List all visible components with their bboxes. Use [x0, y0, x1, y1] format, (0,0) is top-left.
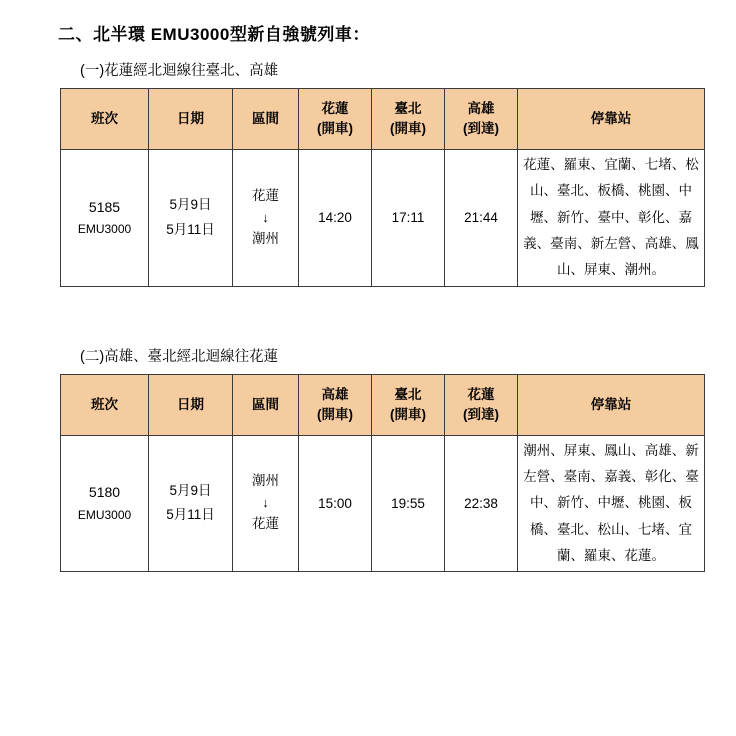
section-hualien-to-kaohsiung: [28, 59, 708, 287]
header-station-3-name: 高雄: [467, 101, 495, 117]
header-date: 日期: [149, 374, 233, 435]
down-arrow-icon: ↓: [262, 209, 269, 225]
cell-stops: 花蓮、羅東、宜蘭、七堵、松山、臺北、板橋、桃園、中壢、新竹、臺中、彰化、嘉義、臺南、新左營、高雄、鳳山、屏東、潮州。: [518, 150, 705, 287]
header-station-2: [372, 374, 445, 435]
segment-origin: 花蓮: [252, 187, 279, 203]
segment-destination: 潮州: [252, 230, 279, 246]
date-line-1: 5月9日: [169, 483, 212, 499]
section-title: (一)花蓮經北迴線往臺北、高雄: [80, 63, 279, 79]
train-number: 5185: [88, 198, 121, 215]
table-row: [61, 150, 705, 287]
header-station-3-name: 花蓮: [467, 387, 495, 402]
train-type: EMU3000: [77, 222, 132, 237]
date-line-2: 5月11日: [166, 507, 215, 523]
header-station-3: [445, 374, 518, 435]
cell-train-number: [61, 150, 149, 287]
header-station-3-note: (到達): [463, 406, 499, 422]
cell-time-3: 22:38: [445, 435, 518, 572]
header-station-3: [445, 89, 518, 150]
header-train-number: 班次: [61, 374, 149, 435]
cell-time-3: 21:44: [445, 150, 518, 287]
table-header-row: [61, 89, 705, 150]
cell-time-1: 14:20: [299, 150, 372, 287]
cell-date: [149, 150, 233, 287]
header-station-1-note: (開車): [317, 406, 353, 422]
cell-train-number: [61, 435, 149, 572]
header-segment: 區間: [233, 89, 299, 150]
header-stops: 停靠站: [518, 89, 705, 150]
header-station-1-name: 花蓮: [321, 101, 349, 117]
segment-origin: 潮州: [252, 473, 279, 489]
cell-time-1: 15:00: [299, 435, 372, 572]
down-arrow-icon: ↓: [262, 495, 269, 511]
cell-date: [149, 435, 233, 572]
train-type: EMU3000: [77, 508, 132, 523]
date-line-1: 5月9日: [169, 197, 212, 213]
date-line-2: 5月11日: [166, 221, 215, 237]
cell-segment: [233, 435, 299, 572]
page-title: 二、北半環 EMU3000型新自強號列車：: [58, 25, 370, 44]
header-station-2-note: (開車): [390, 406, 426, 422]
header-station-2-name: 臺北: [394, 387, 422, 402]
header-station-1: [299, 89, 372, 150]
cell-stops: 潮州、屏東、鳳山、高雄、新左營、臺南、嘉義、彰化、臺中、新竹、中壢、桃園、板橋、臺北、松山、七堵、宜蘭、羅東、花蓮。: [518, 435, 705, 572]
header-segment: 區間: [233, 374, 299, 435]
cell-time-2: 17:11: [372, 150, 445, 287]
header-station-3-note: (到達): [463, 121, 499, 136]
timetable-northbound: [60, 88, 705, 287]
header-station-1-note: (開車): [317, 121, 353, 136]
train-number: 5180: [88, 484, 121, 501]
header-station-2-name: 臺北: [394, 101, 422, 117]
header-station-2-note: (開車): [390, 121, 426, 136]
header-train-number: 班次: [61, 89, 149, 150]
section-kaohsiung-to-hualien: [28, 345, 708, 573]
header-station-1-name: 高雄: [321, 387, 349, 402]
timetable-southbound: [60, 374, 705, 573]
cell-segment: [233, 150, 299, 287]
segment-destination: 花蓮: [252, 516, 279, 532]
header-station-1: [299, 374, 372, 435]
section-spacer: [28, 287, 708, 331]
cell-time-2: 19:55: [372, 435, 445, 572]
header-station-2: [372, 89, 445, 150]
section-title: (二)高雄、臺北經北迴線往花蓮: [80, 348, 279, 365]
table-header-row: [61, 374, 705, 435]
table-row: [61, 435, 705, 572]
header-stops: 停靠站: [518, 374, 705, 435]
header-date: 日期: [149, 89, 233, 150]
